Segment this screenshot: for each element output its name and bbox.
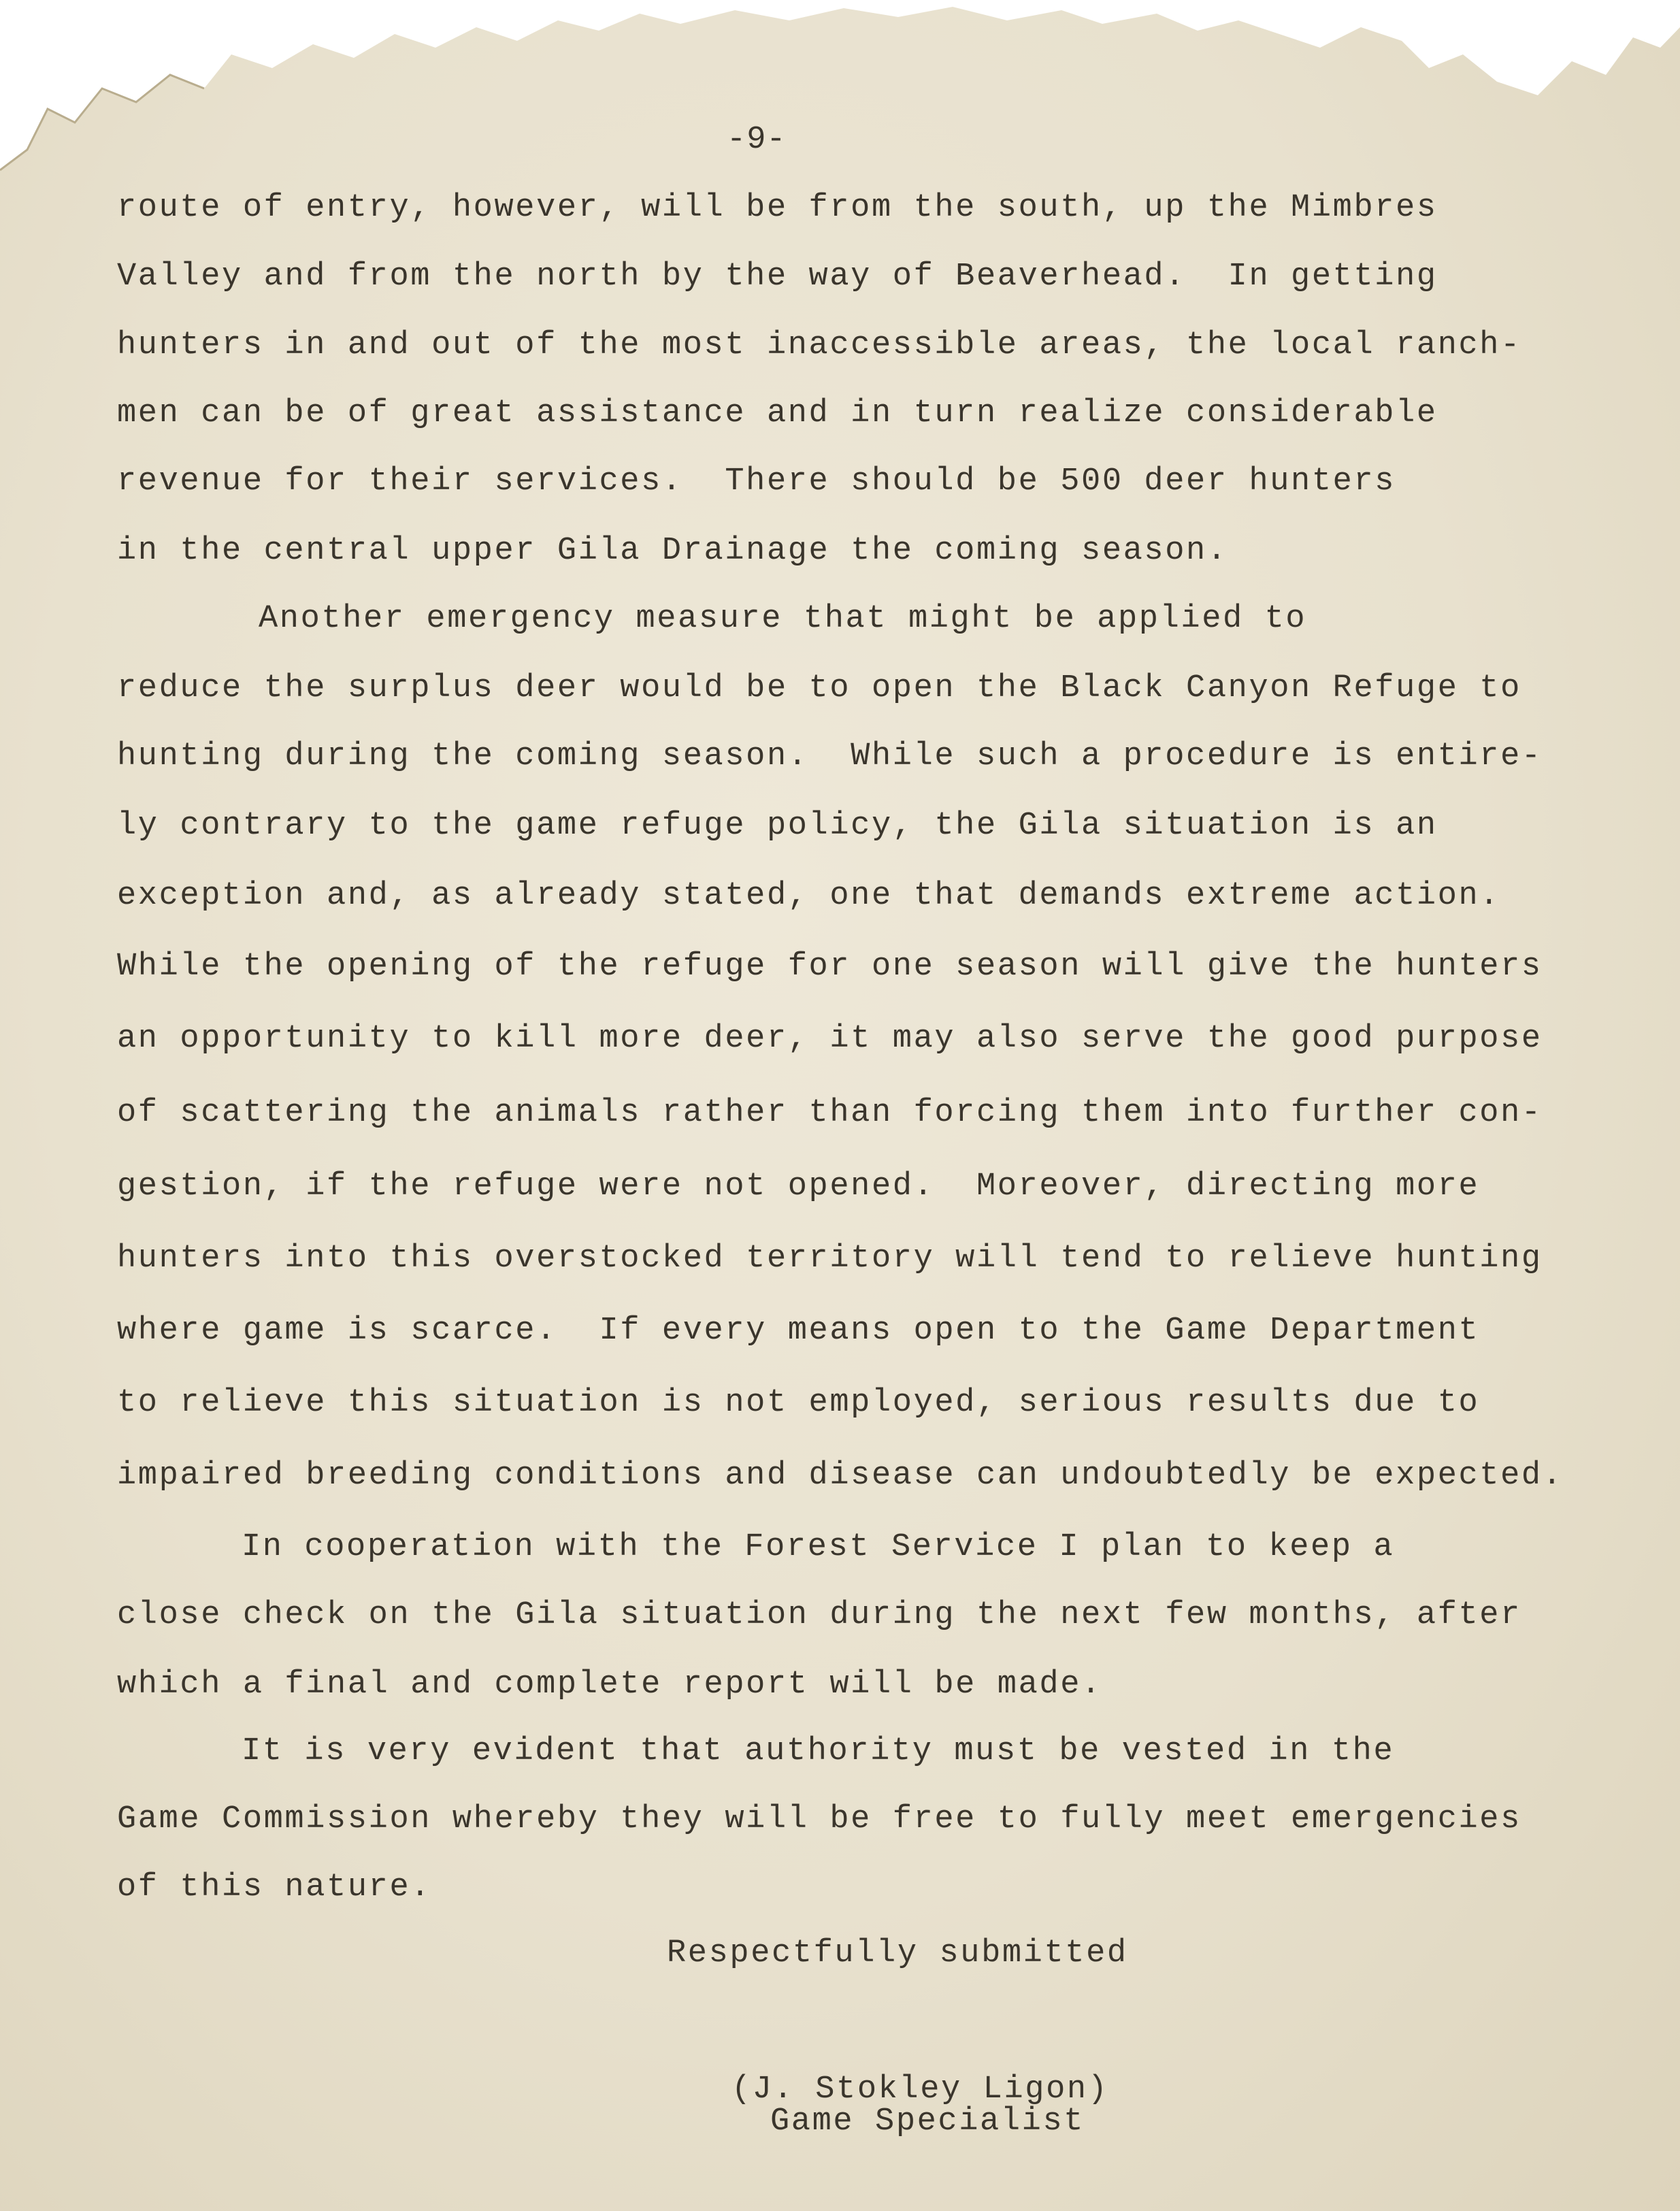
text-line: route of entry, however, will be from the south, up the Mimbres [117, 190, 1438, 226]
text-line: of this nature. [117, 1869, 432, 1905]
text-line: It is very evident that authority must be vested in the [242, 1733, 1395, 1769]
text-line: ly contrary to the game refuge policy, the Gila situation is an [117, 808, 1438, 844]
text-line: hunters in and out of the most inaccessible areas, the local ranch- [117, 327, 1521, 363]
text-line: While the opening of the refuge for one season will give the hunters [117, 949, 1543, 985]
text-line: in the central upper Gila Drainage the coming season. [117, 533, 1228, 569]
text-line: revenue for their services. There should be 500 deer hunters [117, 463, 1396, 499]
signature-title: Game Specialist [770, 2103, 1085, 2140]
text-line: In cooperation with the Forest Service I plan to keep a [242, 1529, 1395, 1565]
torn-edge [0, 0, 1680, 177]
text-line: gestion, if the refuge were not opened. Moreover, directing more [117, 1168, 1480, 1205]
text-line: men can be of great assistance and in turn realize considerable [117, 395, 1438, 431]
text-line: hunting during the coming season. While such a procedure is entire- [117, 738, 1543, 774]
closing: Respectfully submitted [667, 1935, 1128, 1971]
text-line: which a final and complete report will be made. [117, 1667, 1102, 1703]
text-line: Valley and from the north by the way of Beaverhead. In getting [117, 259, 1438, 295]
text-line: where game is scarce. If every means open to the Game Department [117, 1313, 1480, 1349]
text-line: close check on the Gila situation during the next few months, after [117, 1597, 1521, 1633]
text-line: hunters into this overstocked territory will tend to relieve hunting [117, 1241, 1543, 1277]
page-number: -9- [727, 122, 787, 158]
text-line: of scattering the animals rather than forcing them into further con- [117, 1095, 1543, 1131]
text-line: exception and, as already stated, one that demands extreme action. [117, 878, 1501, 914]
text-line: Game Commission whereby they will be free to fully meet emergencies [117, 1801, 1521, 1837]
text-line: an opportunity to kill more deer, it may also serve the good purpose [117, 1021, 1543, 1057]
text-line: impaired breeding conditions and disease can undoubtedly be expected. [117, 1458, 1564, 1494]
text-line: to relieve this situation is not employed, serious results due to [117, 1385, 1480, 1421]
text-line: reduce the surplus deer would be to open the Black Canyon Refuge to [117, 670, 1521, 706]
text-line: Another emergency measure that might be applied to [259, 601, 1307, 637]
signature-name: (J. Stokley Ligon) [731, 2071, 1109, 2108]
